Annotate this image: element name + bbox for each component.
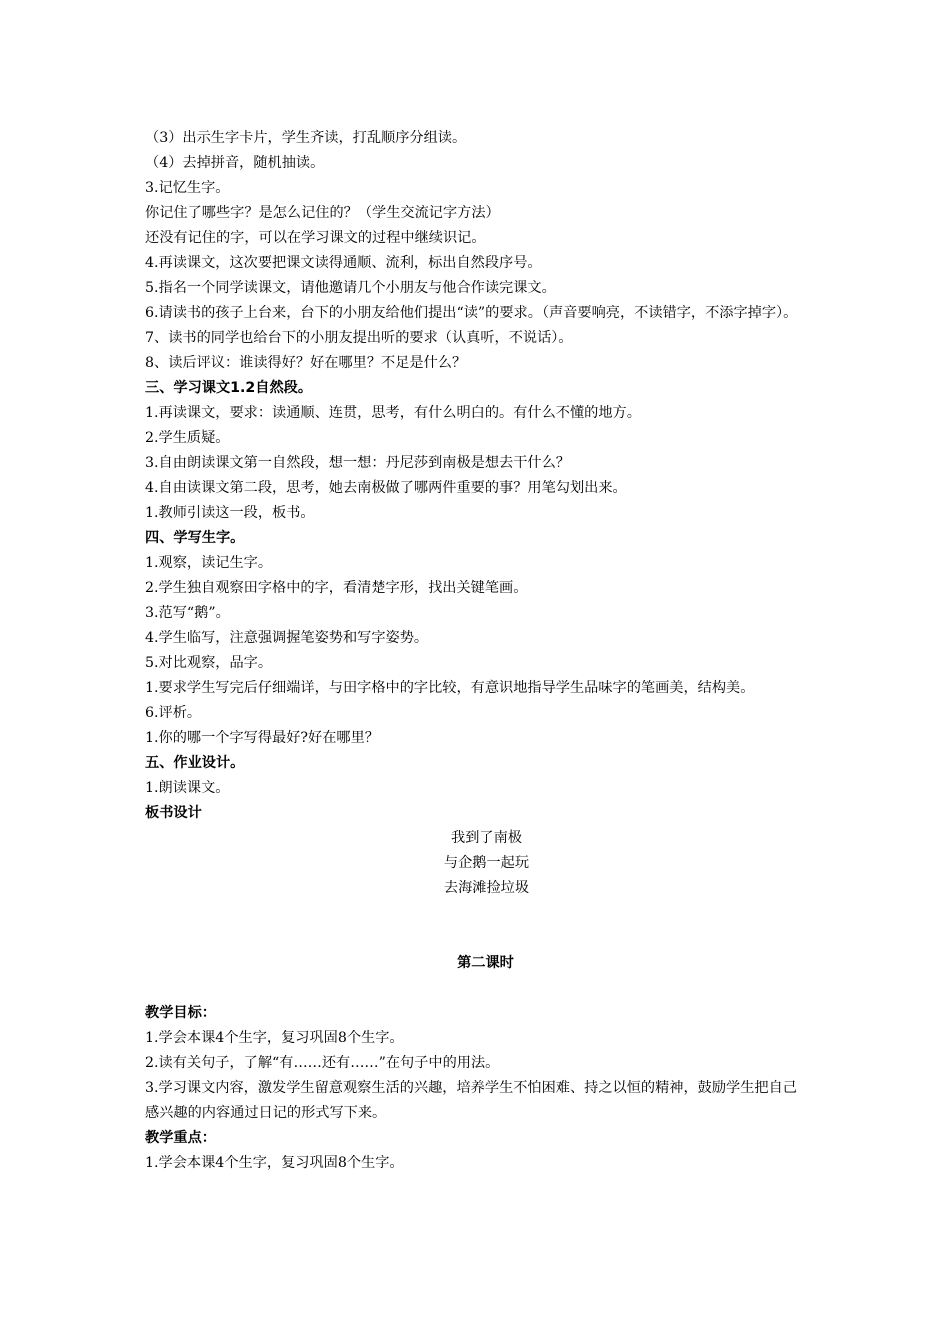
text-line: 3.记忆生字。 [145, 180, 230, 196]
text-paragraph: 3.学习课文内容，激发学生留意观察生活的兴趣，培养学生不怕困难、持之以恒的精神，鼓励学生把自己感兴趣的内容通过日记的形式写下来。 [145, 1080, 797, 1121]
text-line: 1.你的哪一个字写得最好?好在哪里？ [145, 730, 379, 746]
board-line: 与企鹅一起玩 [443, 855, 530, 871]
text-line: （4）去掉拼音，随机抽读。 [145, 155, 325, 171]
text-line: 2.学生独自观察田字格中的字，看清楚字形，找出关键笔画。 [145, 580, 528, 596]
text-line: （3）出示生字卡片，学生齐读，打乱顺序分组读。 [145, 130, 467, 146]
board-line: 我到了南极 [451, 830, 522, 846]
text-line: 还没有记住的字，可以在学习课文的过程中继续识记。 [145, 230, 486, 246]
text-line: 5.对比观察，品字。 [145, 655, 273, 671]
text-line: 1.观察，读记生字。 [145, 555, 273, 571]
text-paragraph: 1.要求学生写完后仔细端详，与田字格中的字比较，有意识地指导学生品味字的笔画美，结构美。 [145, 680, 755, 696]
text-line: 1.教师引读这一段，板书。 [145, 505, 315, 521]
text-line: 6.评析。 [145, 705, 202, 721]
text-line: 2.读有关句子，了解“有……还有……”在句子中的用法。 [145, 1055, 500, 1071]
text-line: 4.再读课文，这次要把课文读得通顺、流利，标出自然段序号。 [145, 255, 542, 271]
text-line: 8、读后评议：谁读得好？好在哪里？不足是什么？ [145, 355, 467, 371]
text-line: 2.学生质疑。 [145, 430, 230, 446]
text-line: 4.自由读课文第二段，思考，她去南极做了哪两件重要的事？用笔勾划出来。 [145, 480, 627, 496]
section-heading: 五、作业设计。 [145, 755, 245, 771]
text-line: 1.学会本课4个生字，复习巩固8个生字。 [145, 1030, 404, 1046]
text-line: 7、读书的同学也给台下的小朋友提出听的要求（认真听，不说话）。 [145, 330, 573, 346]
section-heading: 三、学习课文1.2自然段。 [145, 380, 313, 396]
text-line: 4.学生临写，注意强调握笔姿势和写字姿势。 [145, 630, 429, 646]
lesson-title: 第二课时 [457, 955, 514, 971]
text-line: 1.再读课文，要求：读通顺、连贯，思考，有什么明白的。有什么不懂的地方。 [145, 405, 641, 421]
goals-heading: 教学目标： [145, 1005, 216, 1021]
text-paragraph: 6.请读书的孩子上台来，台下的小朋友给他们提出“读”的要求。（声音要响亮，不读错字，不添字掉字）。 [145, 305, 798, 321]
spacer [145, 901, 810, 951]
focus-heading: 教学重点： [145, 1130, 216, 1146]
text-line: 3.范写“鹅”。 [145, 605, 230, 621]
text-line: 1.朗读课文。 [145, 780, 230, 796]
document-body [145, 126, 810, 1176]
board-design-heading: 板书设计 [145, 805, 202, 821]
text-line: 你记住了哪些字？是怎么记住的？（学生交流记字方法） [145, 205, 500, 221]
board-line: 去海滩捡垃圾 [443, 880, 530, 896]
text-line: 3.自由朗读课文第一自然段，想一想：丹尼莎到南极是想去干什么？ [145, 455, 570, 471]
text-line: 5.指名一个同学读课文，请他邀请几个小朋友与他合作读完课文。 [145, 280, 556, 296]
section-heading: 四、学写生字。 [145, 530, 245, 546]
spacer [145, 976, 810, 1001]
text-line: 1.学会本课4个生字，复习巩固8个生字。 [145, 1155, 404, 1171]
